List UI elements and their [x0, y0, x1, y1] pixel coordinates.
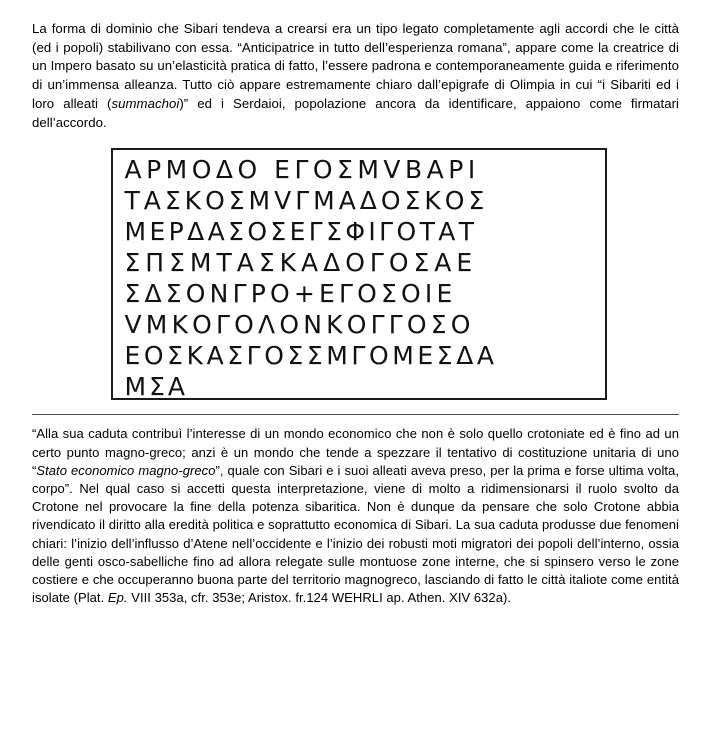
inscription-line: ΣΔΣΟΝΓΡΟ+ΕΓΟΣΟΙΕ [124, 279, 457, 309]
inscription-text-block [125, 154, 599, 400]
inscription-tablet [111, 148, 607, 400]
paragraph-top-seg-3: )” ed i Serdaioi, popolazione ancora da identificare, appaiono come firmatari dell’accordo. [32, 95, 679, 130]
paragraph-bottom [32, 425, 679, 607]
paragraph-top-seg-2-italic: summachoi [111, 95, 180, 111]
paragraph-bottom-seg-2-italic: Stato economico magno-greco [36, 462, 216, 478]
paragraph-bottom-seg-3: ”, quale con Sibari e i suoi alleati aveva preso, per la prima e forse ultima volta, corpo”. Nel qual caso si accetti questa interpretazione, viene di molto a ridimensionarsi il ruolo svolto da Crotone nel provocare la fine della potenza sibaritica. Non è dunque da pensare che solo Crotone abbia rivendicato il diritto alla eredità politica e soprattutto economica di Sibari. La sua caduta produsse due fenomeni chiari: l’inizio dell’influsso d’Atene nell’occidente e l’inizio dei robusti moti migratori dei popoli dell’interno, ossia delle genti osco-sabelliche fino ad allora relegate sulle montuose zone interne, che si spinsero verso le zone costiere e che occuperanno buona parte del territorio magnogreco, lasciando di fatto le città italiote come entità isolate (Plat. [32, 462, 679, 606]
paragraph-bottom-seg-4-italic: Ep. [107, 590, 128, 606]
inscription-line: ΑΡΜΟΔΟ ΕΓΟΣΜVΒΑΡΙ [124, 155, 480, 185]
quote-block [32, 425, 679, 607]
paragraph-bottom-seg-5: VIII 353a, cfr. 353e; Aristox. fr.124 WEHRLI ap. Athen. XIV 632a). [127, 590, 512, 606]
inscription-line: ΜΣΑ [124, 372, 188, 401]
inscription-line: ΕΟΣΚΑΣΓΟΣΣΜΓΟΜΕΣΔΑ [124, 341, 498, 371]
inscription-figure [32, 148, 679, 400]
inscription-line: ΜΕΡΔΑΣΟΣΕΓΣΦΙΓΟΤΑΤ [124, 217, 478, 247]
inscription-line: ΤΑΣΚΟΣΜVΓΜΑΔΟΣΚΟΣ [124, 186, 489, 216]
section-divider [32, 414, 679, 415]
paragraph-bottom-seg-1: “Alla sua caduta contribuì l’interesse di un mondo economico che non è solo quello crotoniate ed è fino ad un certo punto magno-greco; anzi è un mondo che tende a spezzare il tentativo di costituzione unitaria di uno “ [32, 426, 679, 478]
paragraph-top-seg-1: La forma di dominio che Sibari tendeva a crearsi era un tipo legato completamente agli accordi che le città (ed i popoli) stabilivano con essa. “Anticipatrice in tutto dell’esperienza romana”, appare come la creatrice di un Impero basato su un’elasticità pratica di fatto, l’essere padrona e contemporaneamente guida e riferimento di un’immensa alleanza. Tutto ciò appare estremamente chiaro dall’epigrafe di Olimpia in cui “i Sibariti ed i loro alleati ( [32, 21, 679, 111]
inscription-line: VΜΚΟΓΟΛΟΝΚΟΓΓΟΣΟ [124, 310, 475, 340]
inscription-line: ΣΠΣΜΤΑΣΚΑΔΟΓΟΣΑΕ [124, 248, 478, 278]
paragraph-top [32, 20, 679, 132]
